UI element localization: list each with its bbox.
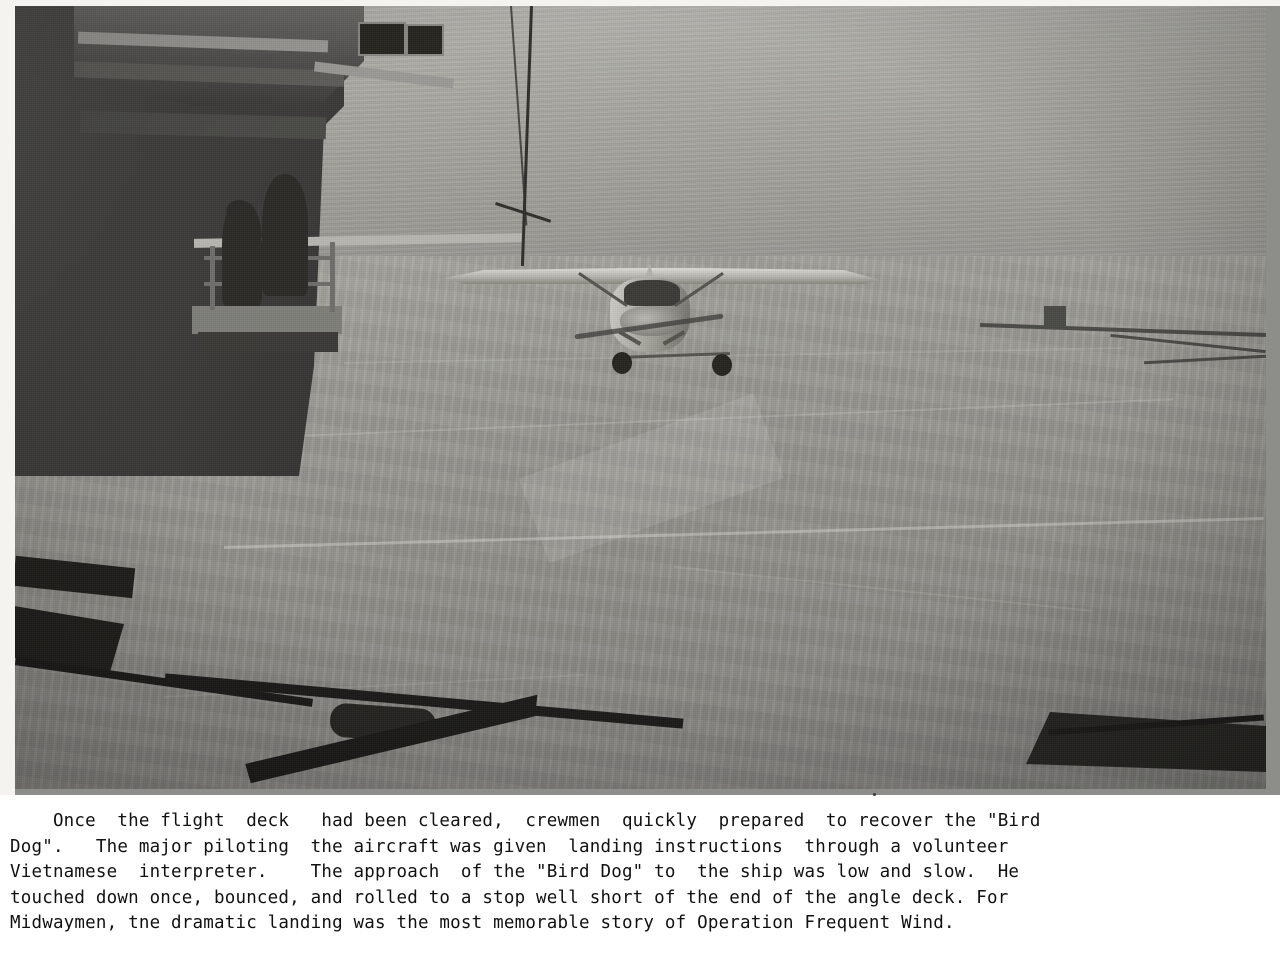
caption-line-3: Vietnamese interpreter. The approach of the "Bird Dog" to the ship was low and slow. He <box>10 862 1020 882</box>
crewman-head <box>270 174 300 202</box>
aircraft-canopy <box>624 280 680 306</box>
caption-line-2: Dog". The major piloting the aircraft was given landing instructions through a volunteer <box>10 836 1009 857</box>
crewman-head <box>226 200 252 224</box>
caption-line-4: touched down once, bounced, and rolled to a stop well short of the end of the angle deck. For <box>10 887 1009 908</box>
aircraft-wheel-left <box>612 352 632 374</box>
print-border-top <box>0 0 1280 6</box>
observation-platform <box>192 306 342 334</box>
caption-block <box>0 795 1280 960</box>
observation-platform-shadow <box>198 332 338 352</box>
platform-post <box>330 242 335 312</box>
bridge-window <box>358 22 406 56</box>
caption-line-1: Once the flight deck had been cleared, crewmen quickly prepared to recover the "Bird <box>10 811 1041 831</box>
bridge-window <box>406 24 444 56</box>
caption-line-5: Midwaymen, tne dramatic landing was the most memorable story of Operation Frequent Wind. <box>10 913 955 933</box>
aircraft-wheel-right <box>712 354 732 376</box>
photo-image-area <box>14 6 1266 789</box>
platform-post <box>210 246 215 310</box>
print-border-left <box>0 0 15 795</box>
paper-speck <box>873 793 876 796</box>
